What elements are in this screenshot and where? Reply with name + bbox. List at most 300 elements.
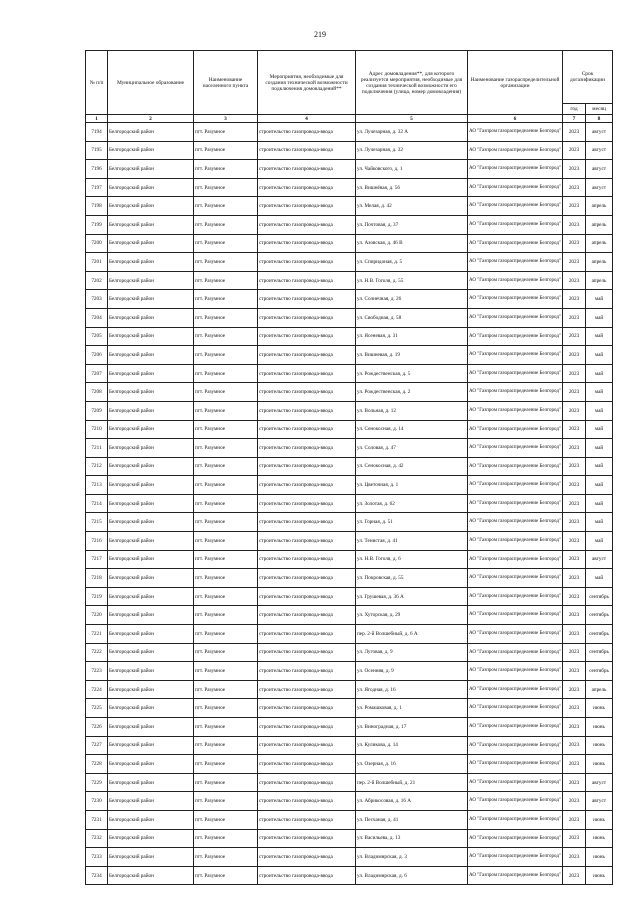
row-number: 7232 <box>86 829 108 848</box>
row-district: Белгородский район <box>108 197 194 216</box>
row-locality: пгт. Разумное <box>194 866 258 885</box>
row-address: ул. Мелая, д. 42 <box>356 197 468 216</box>
row-locality: пгт. Разумное <box>194 271 258 290</box>
row-locality: пгт. Разумное <box>194 643 258 662</box>
table-row <box>86 513 613 532</box>
table-row <box>86 253 613 272</box>
row-address: ул. Ясеневая, д. 31 <box>356 327 468 346</box>
header-address: Адрес домовладения**, для которого реализуется мероприятия, необходимые для создания технической возможности его подключения (улица, номер домовладения) <box>356 51 468 115</box>
table-row <box>86 160 613 179</box>
row-address: ул. Куликова, д. 14 <box>356 736 468 755</box>
table-row <box>86 290 613 309</box>
row-district: Белгородский район <box>108 736 194 755</box>
row-district: Белгородский район <box>108 383 194 402</box>
row-locality: пгт. Разумное <box>194 718 258 737</box>
row-month: май <box>586 401 613 420</box>
row-measure: строительство газопровода-ввода <box>258 569 356 588</box>
row-locality: пгт. Разумное <box>194 513 258 532</box>
row-year: 2023 <box>563 364 586 383</box>
row-year: 2023 <box>563 587 586 606</box>
row-locality: пгт. Разумное <box>194 160 258 179</box>
table-row <box>86 848 613 867</box>
row-district: Белгородский район <box>108 848 194 867</box>
row-locality: пгт. Разумное <box>194 773 258 792</box>
row-number: 7206 <box>86 346 108 365</box>
table-row <box>86 662 613 681</box>
row-month: июнь <box>586 755 613 774</box>
row-org: АО "Газпром газораспределение Белгород" <box>468 439 563 458</box>
row-month: апрель <box>586 234 613 253</box>
row-year: 2023 <box>563 810 586 829</box>
row-measure: строительство газопровода-ввода <box>258 848 356 867</box>
row-month: май <box>586 346 613 365</box>
row-number: 7220 <box>86 606 108 625</box>
row-year: 2023 <box>563 625 586 644</box>
row-measure: строительство газопровода-ввода <box>258 327 356 346</box>
row-address: ул. Вольная, д. 12 <box>356 401 468 420</box>
row-org: АО "Газпром газораспределение Белгород" <box>468 810 563 829</box>
row-district: Белгородский район <box>108 420 194 439</box>
row-number: 7208 <box>86 383 108 402</box>
row-year: 2023 <box>563 532 586 551</box>
row-address: ул. Васильева, д. 13 <box>356 829 468 848</box>
row-address: ул. Спиридоная, д. 5 <box>356 253 468 272</box>
col-number: 4 <box>258 115 356 123</box>
row-district: Белгородский район <box>108 494 194 513</box>
row-measure: строительство газопровода-ввода <box>258 290 356 309</box>
row-locality: пгт. Разумное <box>194 662 258 681</box>
row-measure: строительство газопровода-ввода <box>258 643 356 662</box>
row-number: 7233 <box>86 848 108 867</box>
row-district: Белгородский район <box>108 141 194 160</box>
row-address: ул. Н.В. Гоголя, д. 55 <box>356 271 468 290</box>
row-address: ул. Сенокосная, д. 42 <box>356 457 468 476</box>
row-locality: пгт. Разумное <box>194 792 258 811</box>
table-row <box>86 420 613 439</box>
row-org: АО "Газпром газораспределение Белгород" <box>468 141 563 160</box>
row-month: июнь <box>586 699 613 718</box>
row-measure: строительство газопровода-ввода <box>258 178 356 197</box>
row-measure: строительство газопровода-ввода <box>258 141 356 160</box>
row-address: ул. Цветочная, д. 1 <box>356 476 468 495</box>
row-address: ул. Свободная, д. 58 <box>356 308 468 327</box>
row-month: май <box>586 569 613 588</box>
row-month: сентябрь <box>586 625 613 644</box>
row-address: ул. Тенистая, д. 41 <box>356 532 468 551</box>
row-address: пер. 2-й Волшебный, д. 6 А <box>356 625 468 644</box>
row-district: Белгородский район <box>108 866 194 885</box>
row-year: 2023 <box>563 680 586 699</box>
row-org: АО "Газпром газораспределение Белгород" <box>468 699 563 718</box>
row-month: сентябрь <box>586 606 613 625</box>
table-row <box>86 141 613 160</box>
row-measure: строительство газопровода-ввода <box>258 699 356 718</box>
row-org: АО "Газпром газораспределение Белгород" <box>468 401 563 420</box>
row-number: 7209 <box>86 401 108 420</box>
row-number: 7196 <box>86 160 108 179</box>
row-org: АО "Газпром газораспределение Белгород" <box>468 271 563 290</box>
row-year: 2023 <box>563 718 586 737</box>
row-district: Белгородский район <box>108 327 194 346</box>
row-number: 7214 <box>86 494 108 513</box>
row-district: Белгородский район <box>108 346 194 365</box>
row-org: АО "Газпром газораспределение Белгород" <box>468 327 563 346</box>
row-month: август <box>586 178 613 197</box>
col-number: 6 <box>468 115 563 123</box>
row-district: Белгородский район <box>108 253 194 272</box>
row-district: Белгородский район <box>108 829 194 848</box>
row-measure: строительство газопровода-ввода <box>258 308 356 327</box>
row-year: 2023 <box>563 476 586 495</box>
row-year: 2023 <box>563 290 586 309</box>
row-month: май <box>586 420 613 439</box>
table-row <box>86 587 613 606</box>
row-month: сентябрь <box>586 643 613 662</box>
row-locality: пгт. Разумное <box>194 439 258 458</box>
row-number: 7211 <box>86 439 108 458</box>
row-measure: строительство газопровода-ввода <box>258 680 356 699</box>
row-district: Белгородский район <box>108 680 194 699</box>
row-measure: строительство газопровода-ввода <box>258 755 356 774</box>
row-org: АО "Газпром газораспределение Белгород" <box>468 457 563 476</box>
row-number: 7225 <box>86 699 108 718</box>
row-district: Белгородский район <box>108 513 194 532</box>
table-row <box>86 308 613 327</box>
row-year: 2023 <box>563 160 586 179</box>
row-org: АО "Газпром газораспределение Белгород" <box>468 476 563 495</box>
row-org: АО "Газпром газораспределение Белгород" <box>468 662 563 681</box>
row-address: ул. Ягодная, д. 16 <box>356 680 468 699</box>
row-number: 7227 <box>86 736 108 755</box>
row-number: 7205 <box>86 327 108 346</box>
row-measure: строительство газопровода-ввода <box>258 346 356 365</box>
row-number: 7202 <box>86 271 108 290</box>
row-measure: строительство газопровода-ввода <box>258 532 356 551</box>
row-address: ул. Ромашковая, д. 1 <box>356 699 468 718</box>
row-measure: строительство газопровода-ввода <box>258 476 356 495</box>
row-measure: строительство газопровода-ввода <box>258 792 356 811</box>
row-year: 2023 <box>563 643 586 662</box>
row-org: АО "Газпром газораспределение Белгород" <box>468 494 563 513</box>
row-measure: строительство газопровода-ввода <box>258 160 356 179</box>
row-org: АО "Газпром газораспределение Белгород" <box>468 569 563 588</box>
col-number: 5 <box>356 115 468 123</box>
table-row <box>86 680 613 699</box>
row-number: 7197 <box>86 178 108 197</box>
row-locality: пгт. Разумное <box>194 829 258 848</box>
row-org: АО "Газпром газораспределение Белгород" <box>468 606 563 625</box>
row-year: 2023 <box>563 308 586 327</box>
row-locality: пгт. Разумное <box>194 141 258 160</box>
row-address: ул. Соловая, д. 47 <box>356 439 468 458</box>
row-year: 2023 <box>563 792 586 811</box>
col-number: 3 <box>194 115 258 123</box>
row-district: Белгородский район <box>108 718 194 737</box>
row-number: 7223 <box>86 662 108 681</box>
row-year: 2023 <box>563 457 586 476</box>
row-month: май <box>586 439 613 458</box>
row-month: август <box>586 550 613 569</box>
row-district: Белгородский район <box>108 439 194 458</box>
row-district: Белгородский район <box>108 625 194 644</box>
row-number: 7219 <box>86 587 108 606</box>
row-month: май <box>586 383 613 402</box>
row-year: 2023 <box>563 178 586 197</box>
row-year: 2023 <box>563 271 586 290</box>
row-org: АО "Газпром газораспределение Белгород" <box>468 755 563 774</box>
row-measure: строительство газопровода-ввода <box>258 364 356 383</box>
row-org: АО "Газпром газораспределение Белгород" <box>468 587 563 606</box>
table-row <box>86 476 613 495</box>
row-address: ул. Горная, д. 51 <box>356 513 468 532</box>
row-district: Белгородский район <box>108 457 194 476</box>
row-year: 2023 <box>563 253 586 272</box>
row-org: АО "Газпром газораспределение Белгород" <box>468 253 563 272</box>
row-address: ул. Н.В. Гоголя, д. 6 <box>356 550 468 569</box>
table-row <box>86 383 613 402</box>
row-address: ул. Азовская, д. 46 В <box>356 234 468 253</box>
row-locality: пгт. Разумное <box>194 494 258 513</box>
row-org: АО "Газпром газораспределение Белгород" <box>468 346 563 365</box>
row-month: апрель <box>586 271 613 290</box>
row-year: 2023 <box>563 755 586 774</box>
row-month: май <box>586 476 613 495</box>
row-number: 7212 <box>86 457 108 476</box>
row-org: АО "Газпром газораспределение Белгород" <box>468 866 563 885</box>
row-locality: пгт. Разумное <box>194 123 258 142</box>
row-locality: пгт. Разумное <box>194 346 258 365</box>
row-year: 2023 <box>563 346 586 365</box>
table-row <box>86 364 613 383</box>
row-locality: пгт. Разумное <box>194 253 258 272</box>
row-number: 7216 <box>86 532 108 551</box>
row-month: май <box>586 457 613 476</box>
row-month: апрель <box>586 197 613 216</box>
row-org: АО "Газпром газораспределение Белгород" <box>468 364 563 383</box>
row-measure: строительство газопровода-ввода <box>258 439 356 458</box>
row-number: 7199 <box>86 215 108 234</box>
row-address: ул. Абрикосовая, д. 16 А <box>356 792 468 811</box>
row-year: 2023 <box>563 606 586 625</box>
row-locality: пгт. Разумное <box>194 736 258 755</box>
row-district: Белгородский район <box>108 569 194 588</box>
row-locality: пгт. Разумное <box>194 810 258 829</box>
row-number: 7204 <box>86 308 108 327</box>
row-org: АО "Газпром газораспределение Белгород" <box>468 215 563 234</box>
row-address: ул. Рождественская, д. 2 <box>356 383 468 402</box>
row-number: 7228 <box>86 755 108 774</box>
row-number: 7203 <box>86 290 108 309</box>
row-number: 7198 <box>86 197 108 216</box>
row-month: июнь <box>586 718 613 737</box>
row-address: ул. Лучезарная, д. 32 А <box>356 123 468 142</box>
table-row <box>86 401 613 420</box>
row-org: АО "Газпром газораспределение Белгород" <box>468 178 563 197</box>
row-month: июнь <box>586 810 613 829</box>
row-number: 7217 <box>86 550 108 569</box>
row-district: Белгородский район <box>108 123 194 142</box>
row-measure: строительство газопровода-ввода <box>258 625 356 644</box>
row-district: Белгородский район <box>108 587 194 606</box>
row-number: 7218 <box>86 569 108 588</box>
row-address: ул. Золотая, д. 62 <box>356 494 468 513</box>
row-address: ул. Чайковского, д. 1 <box>356 160 468 179</box>
row-district: Белгородский район <box>108 606 194 625</box>
row-district: Белгородский район <box>108 643 194 662</box>
row-district: Белгородский район <box>108 290 194 309</box>
row-locality: пгт. Разумное <box>194 606 258 625</box>
row-year: 2023 <box>563 234 586 253</box>
row-measure: строительство газопровода-ввода <box>258 866 356 885</box>
row-measure: строительство газопровода-ввода <box>258 550 356 569</box>
row-measure: строительство газопровода-ввода <box>258 457 356 476</box>
page-number: 219 <box>314 30 326 39</box>
row-year: 2023 <box>563 736 586 755</box>
row-month: июнь <box>586 866 613 885</box>
header-locality: Наименование населенного пункта <box>194 51 258 115</box>
row-district: Белгородский район <box>108 160 194 179</box>
col-number: 1 <box>86 115 108 123</box>
row-year: 2023 <box>563 439 586 458</box>
row-address: ул. Солнечная, д. 26 <box>356 290 468 309</box>
table-row <box>86 178 613 197</box>
row-year: 2023 <box>563 197 586 216</box>
row-measure: строительство газопровода-ввода <box>258 234 356 253</box>
row-year: 2023 <box>563 829 586 848</box>
row-org: АО "Газпром газораспределение Белгород" <box>468 829 563 848</box>
header-month: месяц <box>586 104 613 115</box>
row-year: 2023 <box>563 383 586 402</box>
row-locality: пгт. Разумное <box>194 401 258 420</box>
table-row <box>86 606 613 625</box>
row-year: 2023 <box>563 401 586 420</box>
row-locality: пгт. Разумное <box>194 215 258 234</box>
row-address: ул. Покровская, д. 55 <box>356 569 468 588</box>
row-district: Белгородский район <box>108 364 194 383</box>
row-org: АО "Газпром газораспределение Белгород" <box>468 513 563 532</box>
row-address: ул. Хуторская, д. 29 <box>356 606 468 625</box>
row-measure: строительство газопровода-ввода <box>258 253 356 272</box>
row-year: 2023 <box>563 662 586 681</box>
row-month: май <box>586 327 613 346</box>
row-number: 7195 <box>86 141 108 160</box>
row-year: 2023 <box>563 513 586 532</box>
header-term: Срок догазификации <box>563 51 613 104</box>
row-measure: строительство газопровода-ввода <box>258 662 356 681</box>
row-number: 7194 <box>86 123 108 142</box>
row-month: июнь <box>586 736 613 755</box>
row-address: ул. Владимирская, д. 3 <box>356 848 468 867</box>
row-org: АО "Газпром газораспределение Белгород" <box>468 197 563 216</box>
row-district: Белгородский район <box>108 401 194 420</box>
row-district: Белгородский район <box>108 476 194 495</box>
table-row <box>86 866 613 885</box>
row-measure: строительство газопровода-ввода <box>258 606 356 625</box>
row-locality: пгт. Разумное <box>194 308 258 327</box>
row-org: АО "Газпром газораспределение Белгород" <box>468 308 563 327</box>
row-year: 2023 <box>563 420 586 439</box>
row-locality: пгт. Разумное <box>194 234 258 253</box>
row-number: 7224 <box>86 680 108 699</box>
row-locality: пгт. Разумное <box>194 178 258 197</box>
row-month: май <box>586 308 613 327</box>
row-address: ул. Лучезарная, д. 32 <box>356 141 468 160</box>
row-address: ул. Вишнёвая, д. 56 <box>356 178 468 197</box>
table-row <box>86 532 613 551</box>
row-month: август <box>586 792 613 811</box>
row-number: 7230 <box>86 792 108 811</box>
table-row <box>86 773 613 792</box>
row-measure: строительство газопровода-ввода <box>258 383 356 402</box>
row-district: Белгородский район <box>108 699 194 718</box>
row-year: 2023 <box>563 550 586 569</box>
table-row <box>86 457 613 476</box>
row-measure: строительство газопровода-ввода <box>258 736 356 755</box>
row-address: ул. Сенокосная, д. 14 <box>356 420 468 439</box>
row-number: 7231 <box>86 810 108 829</box>
col-number: 2 <box>108 115 194 123</box>
row-address: ул. Луговая, д. 9 <box>356 643 468 662</box>
row-measure: строительство газопровода-ввода <box>258 197 356 216</box>
row-org: АО "Газпром газораспределение Белгород" <box>468 643 563 662</box>
header-measures: Мероприятия, необходимые для создания технической возможности подключения домовладений** <box>258 51 356 115</box>
row-address: ул. Рождественская, д. 5 <box>356 364 468 383</box>
row-address: ул. Вишневая, д. 19 <box>356 346 468 365</box>
row-district: Белгородский район <box>108 215 194 234</box>
row-locality: пгт. Разумное <box>194 699 258 718</box>
row-org: АО "Газпром газораспределение Белгород" <box>468 680 563 699</box>
table-row <box>86 439 613 458</box>
table-row <box>86 643 613 662</box>
row-org: АО "Газпром газораспределение Белгород" <box>468 718 563 737</box>
row-org: АО "Газпром газораспределение Белгород" <box>468 532 563 551</box>
table-row <box>86 625 613 644</box>
row-address: ул. Владимирская, д. 6 <box>356 866 468 885</box>
row-number: 7207 <box>86 364 108 383</box>
row-measure: строительство газопровода-ввода <box>258 420 356 439</box>
row-measure: строительство газопровода-ввода <box>258 718 356 737</box>
table-row <box>86 810 613 829</box>
row-address: пер. 2-й Волшебный, д. 21 <box>356 773 468 792</box>
row-measure: строительство газопровода-ввода <box>258 271 356 290</box>
row-locality: пгт. Разумное <box>194 569 258 588</box>
row-org: АО "Газпром газораспределение Белгород" <box>468 234 563 253</box>
row-org: АО "Газпром газораспределение Белгород" <box>468 290 563 309</box>
row-district: Белгородский район <box>108 792 194 811</box>
row-year: 2023 <box>563 327 586 346</box>
row-measure: строительство газопровода-ввода <box>258 810 356 829</box>
row-month: май <box>586 532 613 551</box>
row-month: август <box>586 123 613 142</box>
row-month: июнь <box>586 829 613 848</box>
row-year: 2023 <box>563 773 586 792</box>
table-row <box>86 123 613 142</box>
row-org: АО "Газпром газораспределение Белгород" <box>468 420 563 439</box>
row-year: 2023 <box>563 699 586 718</box>
table-row <box>86 755 613 774</box>
row-month: апрель <box>586 215 613 234</box>
row-address: ул. Грушевая, д. 36 А <box>356 587 468 606</box>
row-year: 2023 <box>563 123 586 142</box>
row-org: АО "Газпром газораспределение Белгород" <box>468 160 563 179</box>
table-row <box>86 346 613 365</box>
col-number: 7 <box>563 115 586 123</box>
row-org: АО "Газпром газораспределение Белгород" <box>468 383 563 402</box>
row-number: 7229 <box>86 773 108 792</box>
row-measure: строительство газопровода-ввода <box>258 587 356 606</box>
row-district: Белгородский район <box>108 550 194 569</box>
row-district: Белгородский район <box>108 810 194 829</box>
